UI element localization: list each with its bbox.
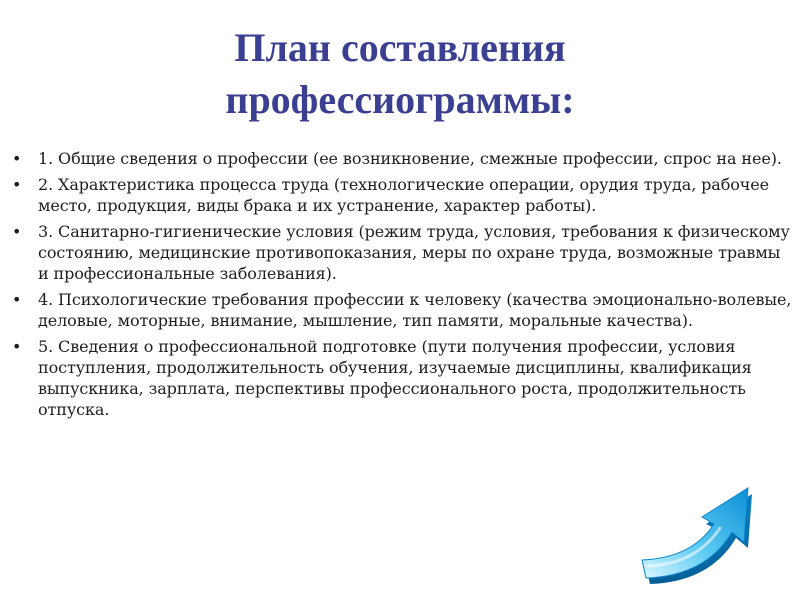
bullet-text: 5. Сведения о профессиональной подготовке (пути получения профессии, условия поступления, продолжительность обучения, изучаемые дисциплины, квалификация выпускника, зарплата, перспективы профессионального роста, продолжительность отпуска. (38, 337, 752, 419)
slide-title-line-2: профессиограммы: (225, 77, 575, 122)
slide-title (0, 22, 800, 126)
bullet-marker: • (12, 222, 22, 241)
bullet-marker: • (12, 290, 22, 309)
bullet-item-1 (12, 148, 792, 169)
bullet-item-3 (12, 221, 792, 284)
bullet-marker: • (12, 337, 22, 356)
bullet-item-2 (12, 174, 792, 216)
bullet-text: 2. Характеристика процесса труда (технологические операции, орудия труда, рабочее место, продукция, виды брака и их устранение, характер работы). (38, 175, 770, 215)
bullet-text: 1. Общие сведения о профессии (ее возникновение, смежные профессии, спрос на нее). (38, 149, 782, 168)
bullet-marker: • (12, 175, 22, 194)
bullet-text: 3. Санитарно-гигиенические условия (режим труда, условия, требования к физическому состоянию, медицинские противопоказания, меры по охране труда, возможные травмы и профессиональные заболевания). (38, 222, 790, 283)
bullet-text: 4. Психологические требования профессии к человеку (качества эмоционально-волевые, деловые, моторные, внимание, мышление, тип памяти, моральные качества). (38, 290, 792, 330)
bullet-marker: • (12, 149, 22, 168)
curved-arrow-icon[interactable] (636, 486, 766, 586)
bullet-item-5 (12, 336, 792, 420)
bullet-item-4 (12, 289, 792, 331)
bullet-list (12, 148, 792, 425)
slide-title-line-1: План составления (234, 25, 566, 70)
